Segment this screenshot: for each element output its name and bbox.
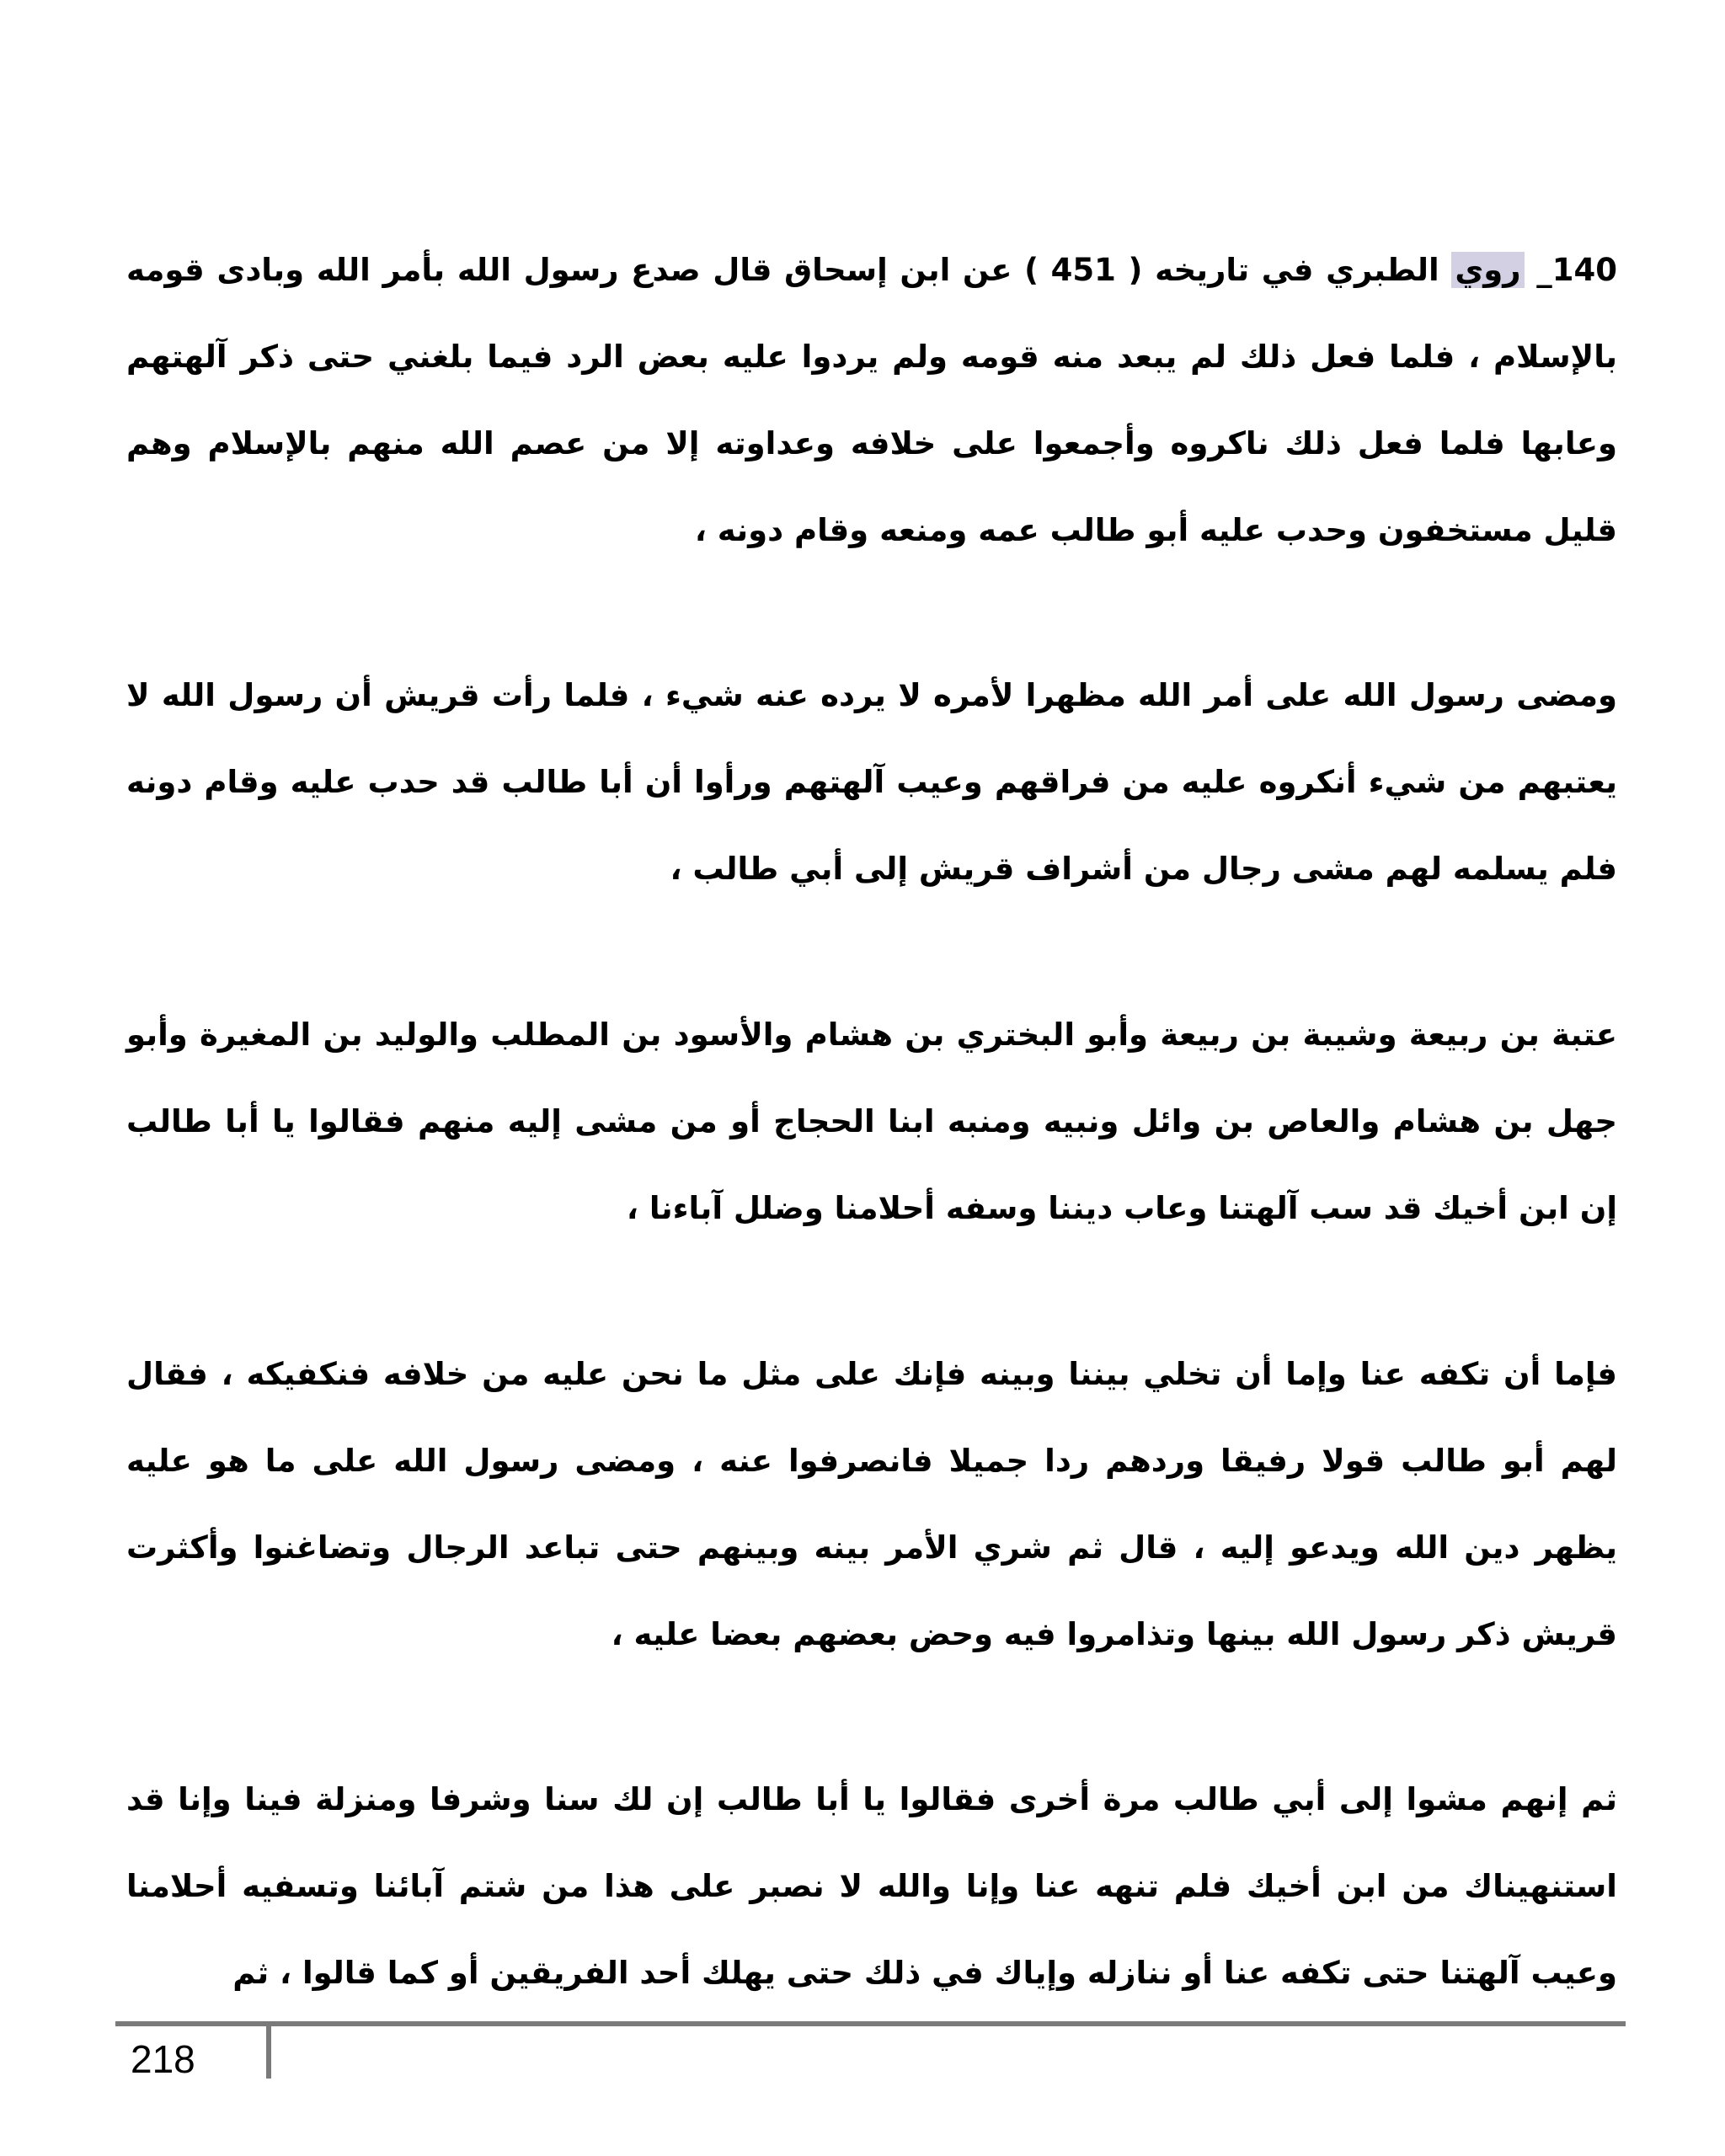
footer-divider-tick bbox=[266, 2021, 271, 2079]
paragraph-1-text: الطبري في تاريخه ( 451 ) عن ابن إسحاق قال صدع رسول الله بأمر الله وبادى قومه بالإسلام ، فلما فعل ذلك لم يبعد منه قومه ولم يردوا عليه بعض الرد فيما بلغني حتى ذكر آلهتهم وعابها فلما فعل ذلك ناكروه وأجمعوا على خلافه وعداوته إلا من عصم الله منهم بالإسلام وهم قليل مستخفون وحدب عليه أبو طالب عمه ومنعه وقام دونه ، bbox=[126, 252, 1617, 548]
paragraph-5: ثم إنهم مشوا إلى أبي طالب مرة أخرى فقالوا يا أبا طالب إن لك سنا وشرفا ومنزلة فينا وإنا قد استنهيناك من ابن أخيك فلم تنهه عنا وإنا والله لا نصبر على هذا من شتم آبائنا وتسفيه أحلامنا وعيب آلهتنا حتى تكفه عنا أو ننازله وإياك في ذلك حتى يهلك أحد الفريقين أو كما قالوا ، ثم bbox=[126, 1781, 1617, 1991]
paragraph-4: فإما أن تكفه عنا وإما أن تخلي بيننا وبينه فإنك على مثل ما نحن عليه من خلافه فنكفيكه ، فقال لهم أبو طالب قولا رفيقا وردهم ردا جميلا فانصرفوا عنه ، ومضى رسول الله على ما هو عليه يظهر دين الله ويدعو إليه ، قال ثم شري الأمر بينه وبينهم حتى تباعد الرجال وتضاغنوا وأكثرت قريش ذكر رسول الله بينها وتذامروا فيه وحض بعضهم بعضا عليه ، bbox=[126, 1356, 1617, 1652]
paragraph-2: ومضى رسول الله على أمر الله مظهرا لأمره لا يرده عنه شيء ، فلما رأت قريش أن رسول الله لا يعتبهم من شيء أنكروه عليه من فراقهم وعيب آلهتهم ورأوا أن أبا طالب قد حدب عليه وقام دونه فلم يسلمه لهم مشى رجال من أشراف قريش إلى أبي طالب ، bbox=[126, 677, 1617, 887]
paragraph-1 bbox=[126, 227, 1617, 574]
highlighted-word: روي bbox=[1451, 252, 1524, 288]
page-number: 218 bbox=[131, 2037, 195, 2081]
footer-rule bbox=[115, 2021, 1626, 2026]
paragraph-3: عتبة بن ربيعة وشيبة بن ربيعة وأبو البختري بن هشام والأسود بن المطلب والوليد بن المغيرة وأبو جهل بن هشام والعاص بن وائل ونبيه ومنبه ابنا الحجاج أو من مشى إليه منهم فقالوا يا أبا طالب إن ابن أخيك قد سب آلهتنا وعاب ديننا وسفه أحلامنا وضلل آباءنا ، bbox=[126, 1017, 1617, 1226]
entry-number: 140_ bbox=[1536, 252, 1617, 288]
